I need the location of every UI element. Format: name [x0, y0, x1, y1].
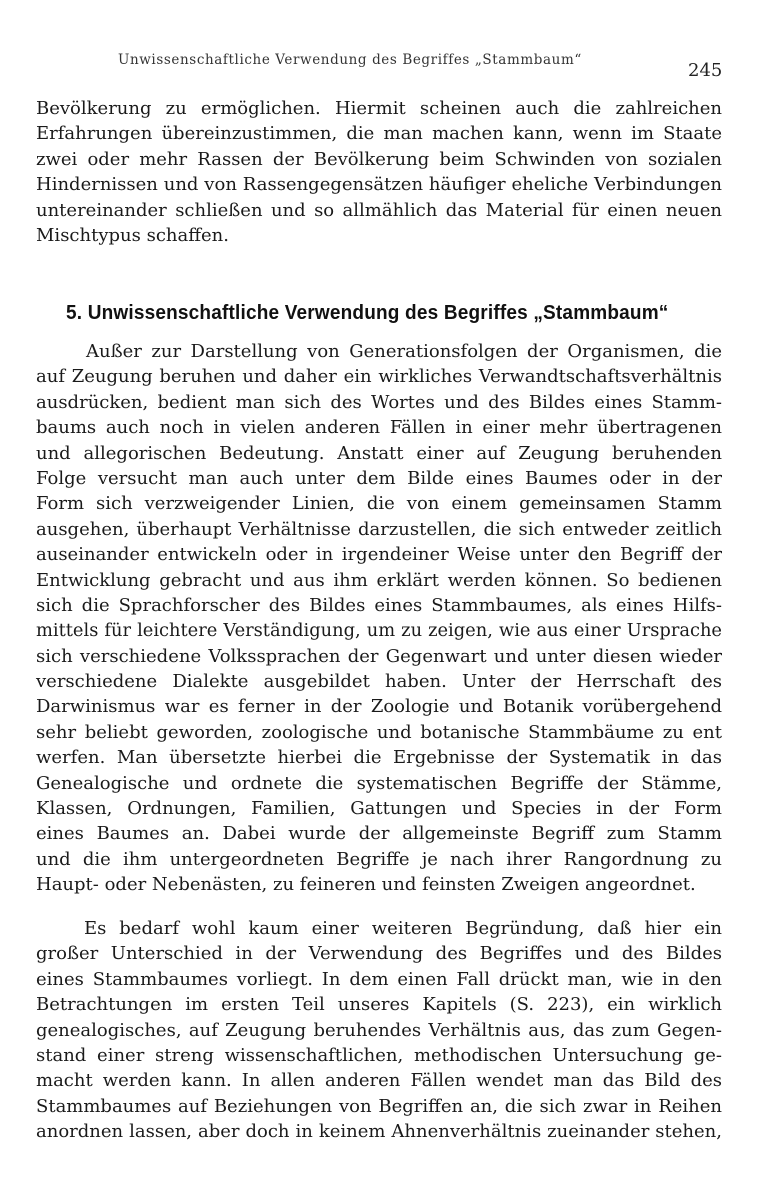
continued-paragraph	[36, 96, 722, 248]
text-line: Stammbaumes auf Beziehungen von Begriffen an, die sich zwar in Reihen	[36, 1095, 722, 1117]
text-line: auseinander entwickeln oder in irgendeiner Weise unter den Begriff der	[36, 544, 722, 566]
text-line: untereinander schließen und so allmählich das Material für einen neuen	[36, 199, 722, 221]
text-line: macht werden kann. In allen anderen Fällen wendet man das Bild des	[36, 1070, 722, 1092]
text-line: stand einer streng wissenschaftlichen, methodischen Untersuchung ge-	[36, 1044, 722, 1066]
text-line: verschiedene Dialekte ausgebildet haben. Unter der Herrschaft des	[36, 671, 722, 693]
paragraph-difference	[36, 916, 722, 1145]
paragraph-generations	[36, 339, 722, 898]
text-line: auf Zeugung beruhen und daher ein wirkliches Verwandtschaftsverhältnis	[36, 366, 722, 388]
text-line: ausgehen, überhaupt Verhältnisse darzustellen, die sich entweder zeitlich	[36, 518, 722, 540]
text-line: Haupt- oder Nebenästen, zu feineren und feinsten Zweigen angeordnet.	[36, 874, 696, 896]
text-line: mittels für leichtere Verständigung, um zu zeigen, wie aus einer Ursprache	[36, 620, 722, 642]
text-line: großer Unterschied in der Verwendung des Begriffes und des Bildes	[36, 943, 722, 965]
text-line: Darwinismus war es ferner in der Zoologie und Botanik vorübergehend	[36, 696, 722, 718]
text-line: eines Stammbaumes vorliegt. In dem einen Fall drückt man, wie in den	[36, 968, 722, 990]
text-line: Klassen, Ordnungen, Familien, Gattungen und Species in der Form	[36, 798, 722, 820]
text-line: Mischtypus schaffen.	[36, 224, 229, 246]
text-line: Außer zur Darstellung von Generationsfolgen der Organismen, die	[86, 341, 722, 362]
text-line: Genealogische und ordnete die systematischen Begriffe der Stämme,	[36, 772, 722, 794]
text-line: Betrachtungen im ersten Teil unseres Kapitels (S. 223), ein wirklich	[36, 994, 722, 1016]
text-line: werfen. Man übersetzte hierbei die Ergebnisse der Systematik in das	[36, 747, 722, 769]
text-line: sehr beliebt geworden, zoologische und botanische Stammbäume zu ent	[36, 721, 722, 743]
text-line: zwei oder mehr Rassen der Bevölkerung beim Schwinden von sozialen	[36, 148, 722, 170]
text-line: Folge versucht man auch unter dem Bilde eines Baumes oder in der	[36, 467, 722, 489]
text-line: ausdrücken, bedient man sich des Wortes und des Bildes eines Stamm-	[36, 391, 722, 413]
text-line: anordnen lassen, aber doch in keinem Ahnenverhältnis zueinander stehen,	[36, 1121, 722, 1143]
text-line: Erfahrungen übereinzustimmen, die man machen kann, wenn im Staate	[36, 123, 722, 145]
text-line: eines Baumes an. Dabei wurde der allgemeinste Begriff zum Stamm	[36, 823, 722, 845]
page-number: 245	[688, 60, 723, 81]
text-line: und die ihm untergeordneten Begriffe je nach ihrer Rangordnung zu	[36, 848, 722, 870]
text-line: Entwicklung gebracht und aus ihm erklärt werden können. So bedienen	[36, 569, 722, 591]
text-line: genealogisches, auf Zeugung beruhendes Verhältnis aus, das zum Gegen-	[36, 1019, 722, 1041]
running-head: Unwissenschaftliche Verwendung des Begriffes „Stammbaum“	[118, 52, 582, 68]
text-line: Hindernissen und von Rassengegensätzen häufiger eheliche Verbindungen	[36, 174, 722, 196]
text-line: sich die Sprachforscher des Bildes eines Stammbaumes, als eines Hilfs-	[36, 594, 722, 616]
text-line: sich verschiedene Volkssprachen der Gegenwart und unter diesen wieder	[36, 645, 722, 667]
text-line: Es bedarf wohl kaum einer weiteren Begründung, daß hier ein	[84, 918, 722, 939]
text-line: baums auch noch in vielen anderen Fällen in einer mehr übertragenen	[36, 417, 722, 439]
section-heading: 5. Unwissenschaftliche Verwendung des Begriffes „Stammbaum“	[66, 302, 669, 324]
text-line: und allegorischen Bedeutung. Anstatt einer auf Zeugung beruhenden	[36, 442, 722, 464]
text-line: Form sich verzweigender Linien, die von einem gemeinsamen Stamm	[36, 493, 722, 515]
text-line: Bevölkerung zu ermöglichen. Hiermit scheinen auch die zahlreichen	[36, 98, 722, 119]
